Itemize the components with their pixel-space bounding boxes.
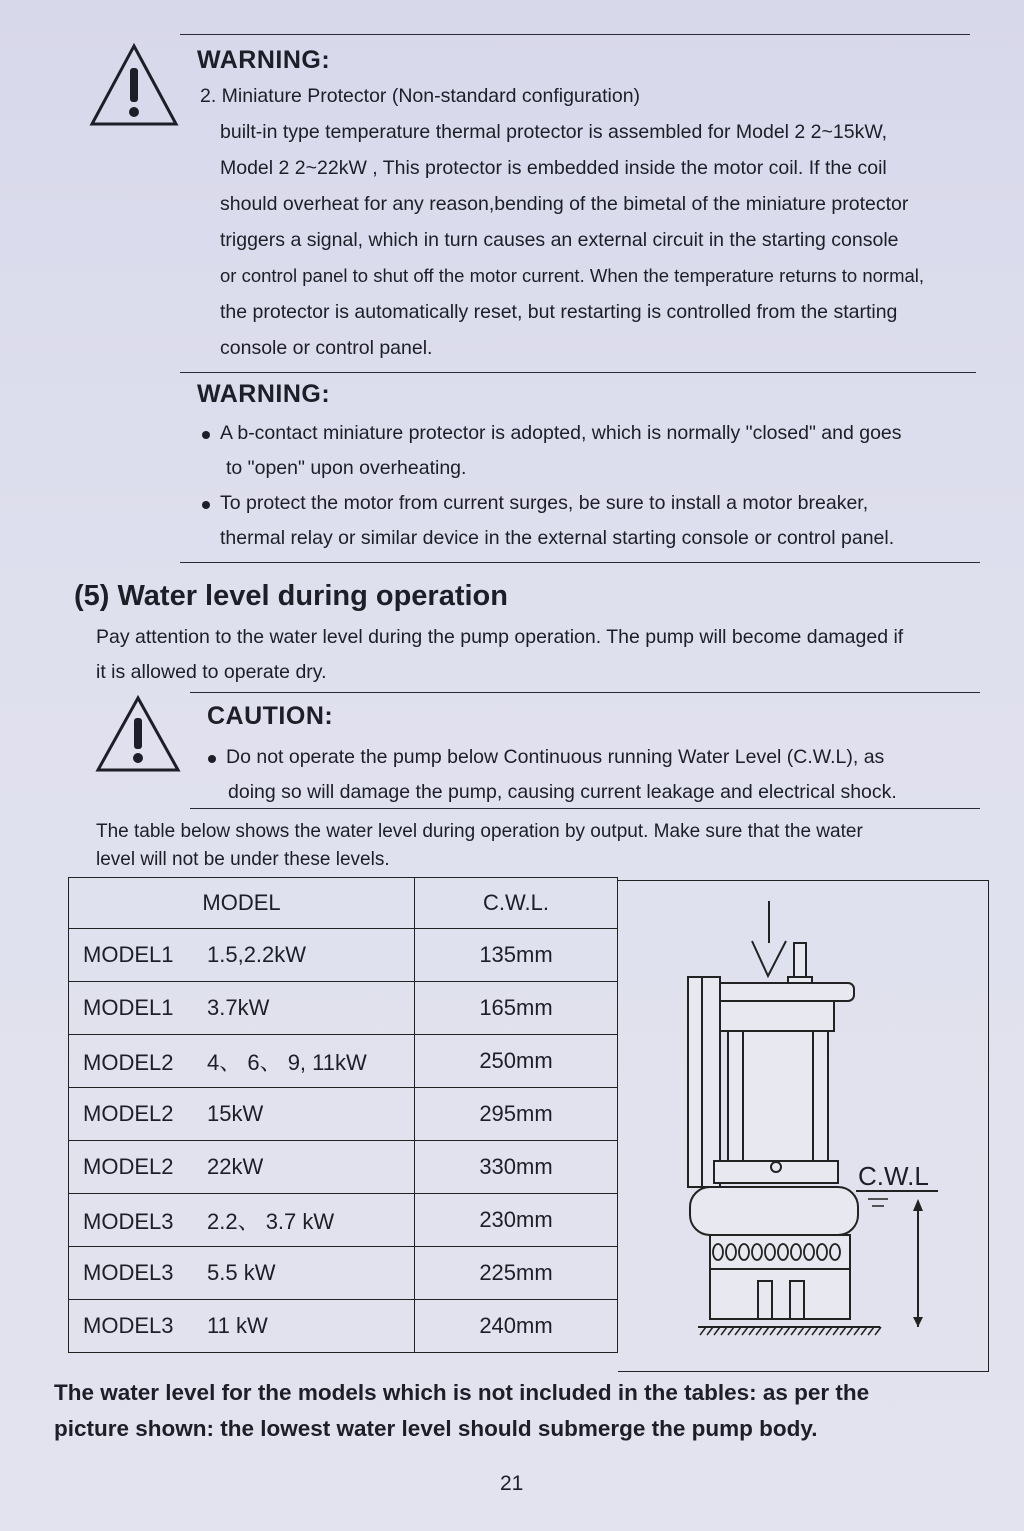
page-number: 21 (500, 1472, 524, 1495)
cwl-table (68, 877, 618, 1353)
ground-hatch (742, 1327, 748, 1335)
cwl-cell: 250mm (415, 1035, 618, 1088)
model-name: MODEL1 (83, 995, 174, 1020)
warning-heading: WARNING: (197, 46, 331, 74)
caution-bullet: Do not operate the pump below Continuous running Water Level (C.W.L), as doing so will damage the pump, causing current leakage and electrical shock. (226, 740, 897, 810)
divider (190, 692, 980, 693)
table-row (69, 929, 618, 982)
ground-hatch (770, 1327, 776, 1335)
ground-hatch (707, 1327, 713, 1335)
submersible-pump-icon (618, 881, 988, 1371)
model-name: MODEL3 (83, 1313, 174, 1338)
ground-hatch (756, 1327, 762, 1335)
warning-1-body: built-in type temperature thermal protector is assembled for Model 2 2~15kW, Model 2 2~22kW , This protector is embedded inside the motor coil. If the coil should overheat for any reason,bending of the bimetal of the miniature protector triggers a signal, which in turn causes an external circuit in the starting console or control panel to shut off the motor current. When the temperature returns to normal, the protector is automatically reset, but restarting is controlled from the starting console or control panel. (220, 121, 925, 359)
ground-hatch (721, 1327, 727, 1335)
model-cell (69, 929, 415, 982)
model-power: 3.7kW (207, 995, 270, 1020)
model-cell (69, 1300, 415, 1353)
ground-hatch (763, 1327, 769, 1335)
ground-hatch (875, 1327, 881, 1335)
warning-bullet: A b-contact miniature protector is adopted, which is normally "closed" and goes to "open" upon overheating. (220, 416, 902, 486)
ground-hatch (700, 1327, 706, 1335)
ground-hatch (826, 1327, 832, 1335)
caution-heading: CAUTION: (207, 702, 334, 730)
divider (180, 372, 976, 373)
footer-note: The water level for the models which is not included in the tables: as per the picture shown: the lowest water level should submerge the pump body. (54, 1380, 870, 1441)
cwl-cell: 230mm (415, 1194, 618, 1247)
model-name: MODEL2 (83, 1101, 174, 1126)
divider (180, 562, 980, 563)
cwl-cell: 295mm (415, 1088, 618, 1141)
bullet-icon (208, 755, 216, 763)
ground-hatch (791, 1327, 797, 1335)
model-name: MODEL3 (83, 1208, 174, 1234)
ground-hatch (805, 1327, 811, 1335)
ground-hatch (728, 1327, 734, 1335)
bullet-icon (202, 501, 210, 509)
cwl-cell: 240mm (415, 1300, 618, 1353)
ground-hatch (854, 1327, 860, 1335)
table-header-row (69, 878, 618, 929)
warning-triangle-icon (88, 42, 180, 128)
model-power: 15kW (207, 1101, 264, 1126)
warning-heading: WARNING: (197, 380, 331, 408)
cwl-cell: 165mm (415, 982, 618, 1035)
pump-figure (618, 880, 989, 1372)
model-cell (69, 982, 415, 1035)
cwl-figure-label: C.W.L (858, 1161, 929, 1191)
bullet-icon (202, 431, 210, 439)
caution-triangle-icon (94, 694, 182, 774)
divider (190, 808, 980, 809)
model-cell (69, 1141, 415, 1194)
table-row (69, 1247, 618, 1300)
ground-hatch (784, 1327, 790, 1335)
model-power: 11 kW (207, 1313, 268, 1338)
model-power: 1.5,2.2kW (207, 942, 307, 967)
table-row (69, 982, 618, 1035)
table-row (69, 1141, 618, 1194)
section-intro: Pay attention to the water level during the pump operation. The pump will become damaged if it is allowed to operate dry. (96, 626, 904, 683)
ground-hatch (735, 1327, 741, 1335)
cwl-cell: 330mm (415, 1141, 618, 1194)
model-cell (69, 1247, 415, 1300)
table-intro: The table below shows the water level during operation by output. Make sure that the water level will not be under these levels. (96, 821, 863, 870)
table-row (69, 1088, 618, 1141)
header-cwl: C.W.L. (415, 878, 618, 929)
ground-hatch (840, 1327, 846, 1335)
model-power: 5.5 kW (207, 1260, 276, 1285)
ground-hatch (798, 1327, 804, 1335)
model-name: MODEL2 (83, 1049, 174, 1075)
cwl-cell: 135mm (415, 929, 618, 982)
divider (180, 34, 970, 35)
model-cell (69, 1088, 415, 1141)
model-name: MODEL2 (83, 1154, 174, 1179)
table-row (69, 1035, 618, 1088)
ground-hatch (812, 1327, 818, 1335)
ground-hatch (847, 1327, 853, 1335)
ground-hatch (749, 1327, 755, 1335)
model-cell (69, 1194, 415, 1247)
ground-hatch (777, 1327, 783, 1335)
model-power: 22kW (207, 1154, 264, 1179)
model-cell (69, 1035, 415, 1088)
ground-hatch (861, 1327, 867, 1335)
table-row (69, 1300, 618, 1353)
model-name: MODEL3 (83, 1260, 174, 1285)
section-title: (5) Water level during operation (74, 580, 508, 612)
ground-hatch (714, 1327, 720, 1335)
warning-1-text: 2. Miniature Protector (Non-standard configuration) (200, 85, 641, 107)
model-name: MODEL1 (83, 942, 174, 967)
cwl-cell: 225mm (415, 1247, 618, 1300)
header-model: MODEL (69, 878, 415, 929)
ground-hatch (868, 1327, 874, 1335)
warning-bullet: To protect the motor from current surges, be sure to install a motor breaker, thermal relay or similar device in the external starting console or control panel. (220, 486, 894, 556)
ground-hatch (833, 1327, 839, 1335)
model-power: 2.2、 3.7 kW (207, 1208, 335, 1234)
model-power: 4、 6、 9, 11kW (207, 1049, 367, 1075)
ground-hatch (819, 1327, 825, 1335)
table-row (69, 1194, 618, 1247)
